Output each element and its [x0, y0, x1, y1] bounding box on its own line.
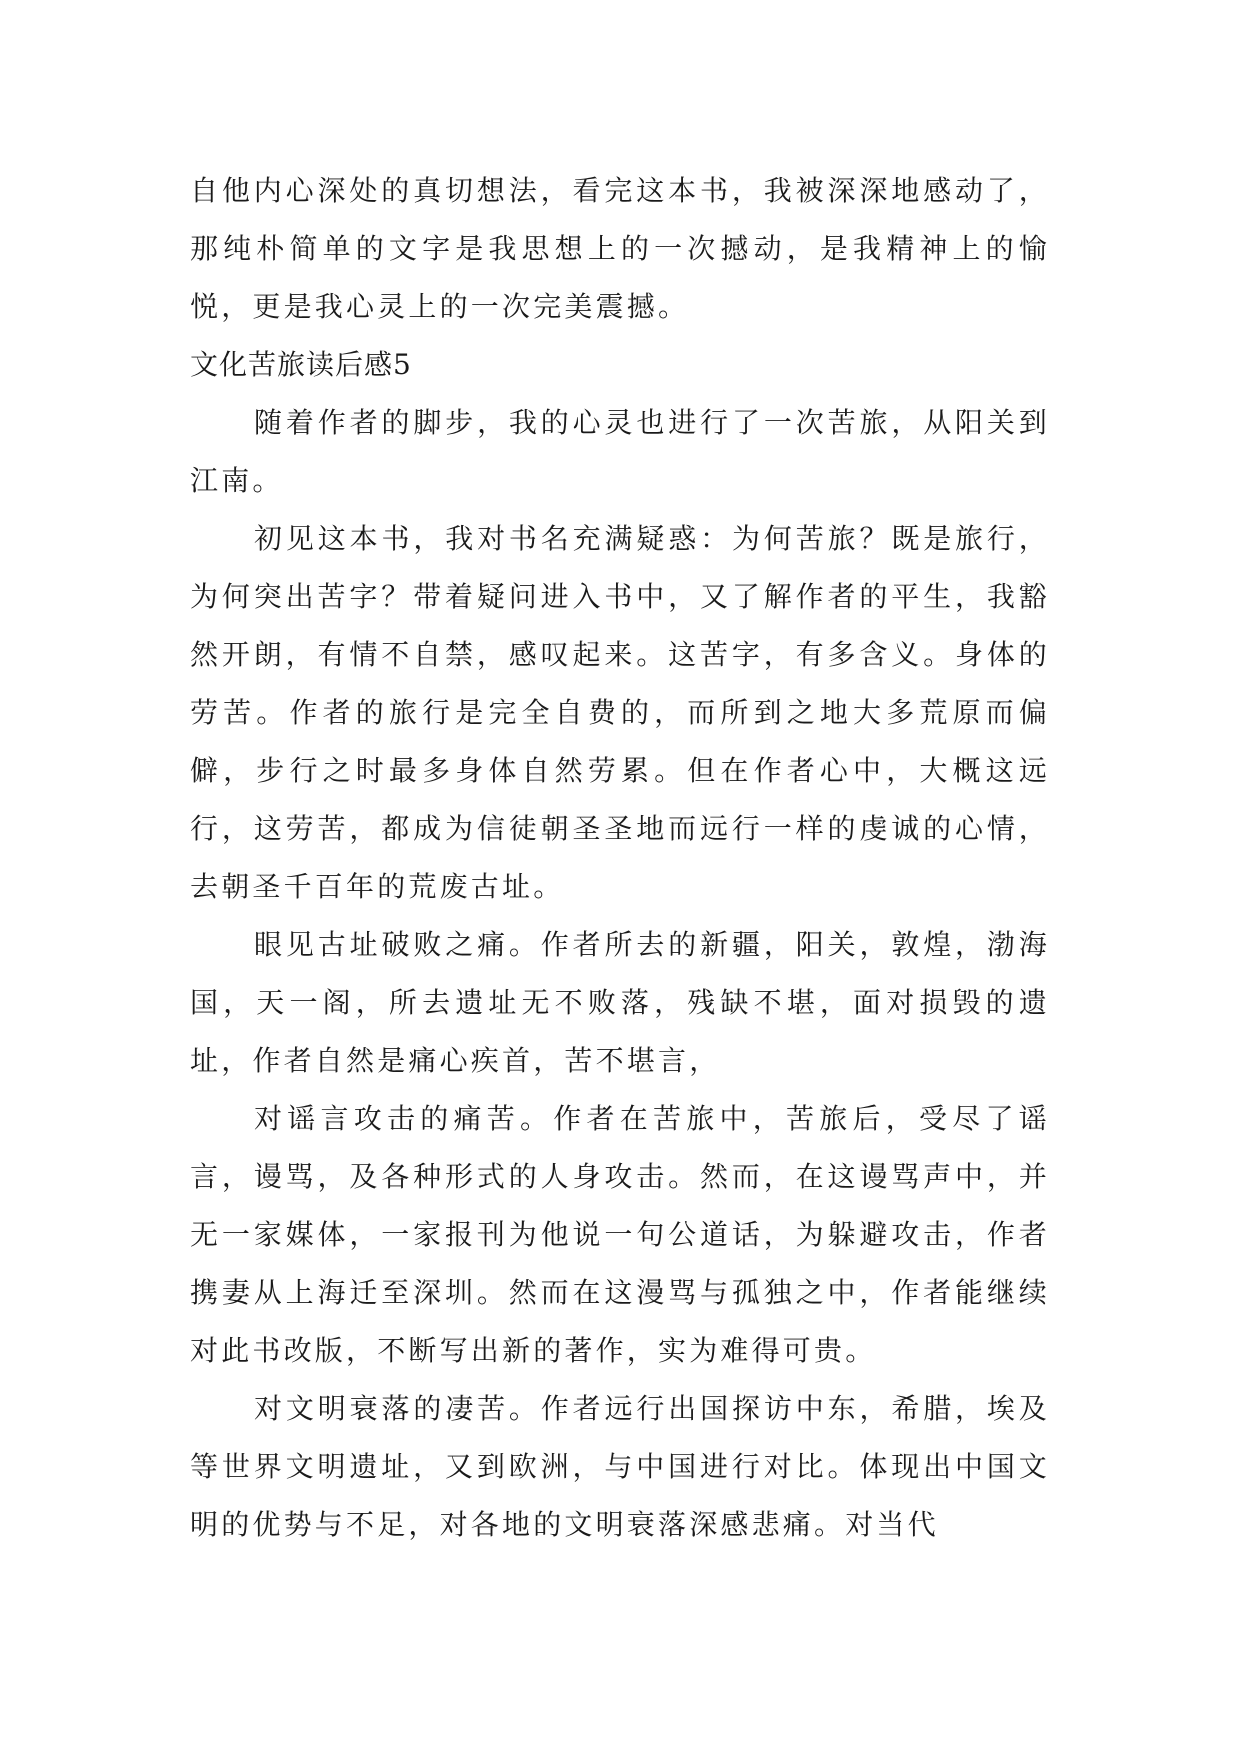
paragraph-civilization: 对文明衰落的凄苦。作者远行出国探访中东，希腊，埃及等世界文明遗址，又到欧洲，与中国进行对比。体现出中国文明的优势与不足，对各地的文明衰落深感悲痛。对当代 [190, 1392, 1050, 1541]
paragraph-intro: 随着作者的脚步，我的心灵也进行了一次苦旅，从阳关到江南。 [190, 406, 1050, 497]
paragraph-continuation: 自他内心深处的真切想法，看完这本书，我被深深地感动了，那纯朴简单的文字是我思想上的一次撼动，是我精神上的愉悦，更是我心灵上的一次完美震撼。 [190, 174, 1050, 323]
paragraph-rumors: 对谣言攻击的痛苦。作者在苦旅中，苦旅后，受尽了谣言，谩骂，及各种形式的人身攻击。然而，在这谩骂声中，并无一家媒体，一家报刊为他说一句公道话，为躲避攻击，作者携妻从上海迁至深圳。然而在这漫骂与孤独之中，作者能继续对此书改版，不断写出新的著作，实为难得可贵。 [190, 1102, 1050, 1367]
paragraph-ruins: 眼见古址破败之痛。作者所去的新疆，阳关，敦煌，渤海国，天一阁，所去遗址无不败落，残缺不堪，面对损毁的遗址，作者自然是痛心疾首，苦不堪言， [190, 928, 1050, 1077]
document-body [190, 162, 1050, 1554]
paragraph-first-impression: 初见这本书，我对书名充满疑惑：为何苦旅？既是旅行，为何突出苦字？带着疑问进入书中，又了解作者的平生，我豁然开朗，有情不自禁，感叹起来。这苦字，有多含义。身体的劳苦。作者的旅行是完全自费的，而所到之地大多荒原而偏僻，步行之时最多身体自然劳累。但在作者心中，大概这远行，这劳苦，都成为信徒朝圣圣地而远行一样的虔诚的心情，去朝圣千百年的荒废古址。 [190, 522, 1050, 903]
section-heading: 文化苦旅读后感5 [190, 348, 412, 381]
